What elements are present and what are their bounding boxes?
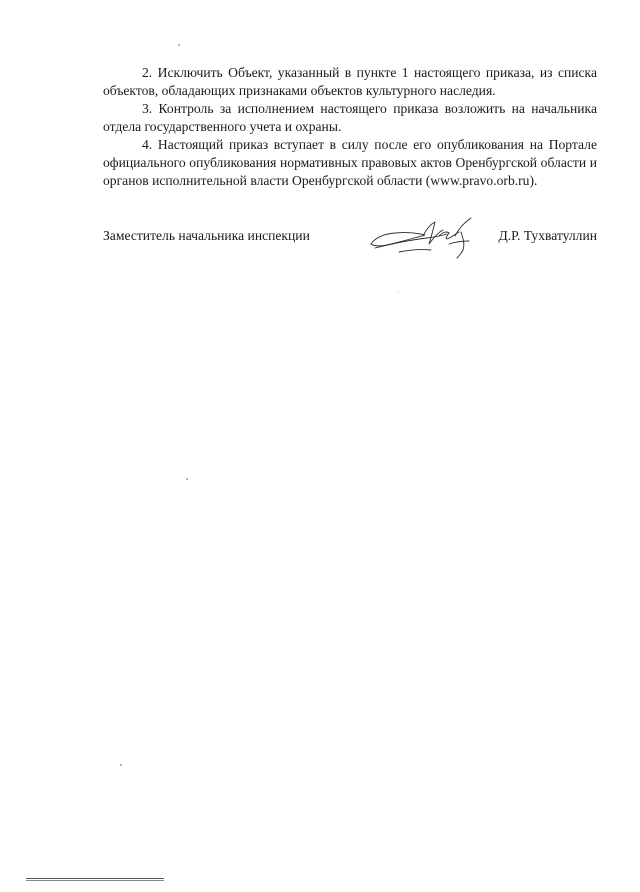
- handwritten-signature: [365, 214, 485, 262]
- scan-edge-line: [26, 878, 164, 879]
- scan-speck: [398, 292, 399, 293]
- paragraph-3: [103, 100, 597, 136]
- paragraph-number: 4.: [142, 137, 153, 152]
- document-body: [103, 64, 597, 190]
- signature-block: [103, 224, 597, 264]
- paragraph-4: [103, 136, 597, 190]
- signatory-name: Д.Р. Тухватуллин: [498, 228, 597, 243]
- scan-speck: [186, 478, 188, 480]
- signatory-position: Заместитель начальника инспекции: [103, 228, 310, 243]
- scan-edge-line: [26, 880, 164, 881]
- scan-speck: [120, 764, 122, 766]
- paragraph-number: 2.: [142, 65, 153, 80]
- scan-speck: [178, 44, 180, 46]
- paragraph-2: [103, 64, 597, 100]
- paragraph-text: Контроль за исполнением настоящего приказа возложить на начальника отдела государственного учета и охраны.: [103, 101, 597, 134]
- paragraph-text: Исключить Объект, указанный в пункте 1 настоящего приказа, из списка объектов, обладающих признаками объектов культурного наследия.: [103, 65, 597, 98]
- paragraph-number: 3.: [142, 101, 153, 116]
- paragraph-text: Настоящий приказ вступает в силу после его опубликования на Портале официального опубликования нормативных правовых актов Оренбургской области и органов исполнительной власти Оренбургской области (www.pravo.orb.ru).: [103, 137, 598, 188]
